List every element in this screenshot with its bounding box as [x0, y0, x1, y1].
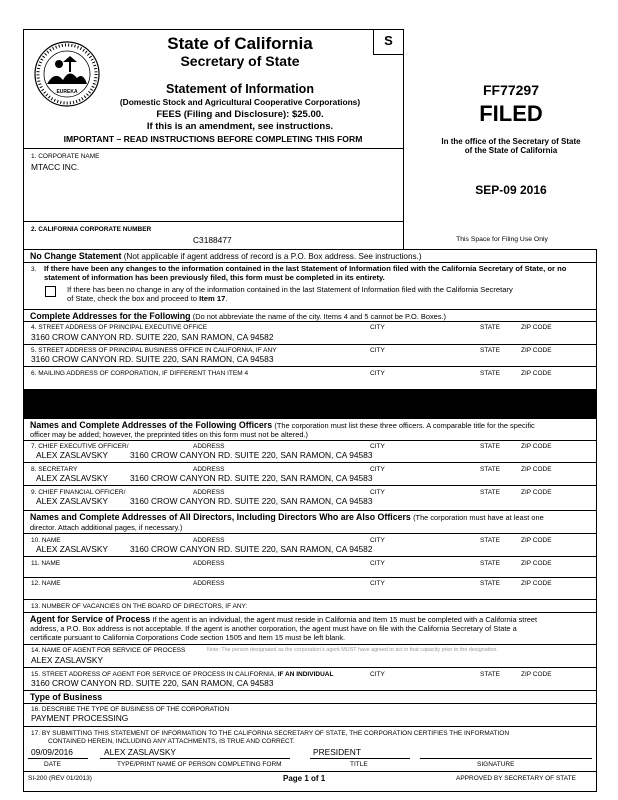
director-11-label: 11. NAME	[31, 560, 61, 567]
directors-note: director. Attach additional pages, if necessary.)	[30, 523, 183, 532]
item5-value: 3160 CROW CANYON RD. SUITE 220, SAN RAMON, CA 94583	[31, 354, 274, 364]
certification-text-2: CONTAINED HEREIN, INCLUDING ANY ATTACHMENTS, IS TRUE AND CORRECT.	[48, 738, 295, 745]
item5-city-label: CITY	[370, 347, 385, 354]
director-10-zip-label: ZIP CODE	[521, 537, 552, 544]
item14-label: 14. NAME OF AGENT FOR SERVICE OF PROCESS	[31, 647, 186, 654]
director-12-city-label: CITY	[370, 580, 385, 587]
item4-value: 3160 CROW CANYON RD. SUITE 220, SAN RAMON, CA 94582	[31, 332, 274, 342]
officer-cfo-address: 3160 CROW CANYON RD. SUITE 220, SAN RAMON, CA 94583	[130, 496, 373, 506]
director-10-city-label: CITY	[370, 537, 385, 544]
filing-space-note: This Space for Filing Use Only	[456, 236, 548, 243]
secretary-title: Secretary of State	[180, 53, 300, 69]
state-title: State of California	[167, 34, 313, 53]
officer-cfo-address-label: ADDRESS	[193, 489, 225, 496]
signer-title: PRESIDENT	[313, 747, 361, 757]
director-11-state-label: STATE	[480, 560, 500, 567]
officer-ceo-address: 3160 CROW CANYON RD. SUITE 220, SAN RAMON, CA 94583	[130, 450, 373, 460]
item4-city-label: CITY	[370, 324, 385, 331]
director-10-label: 10. NAME	[31, 537, 61, 544]
title-label: TITLE	[350, 761, 368, 768]
important-text: IMPORTANT – READ INSTRUCTIONS BEFORE COMPLETING THIS FORM	[63, 134, 363, 144]
no-change-heading: No Change Statement (Not applicable if agent address of record is a P.O. Box address. See instructions.)	[30, 251, 422, 261]
director-12-zip-label: ZIP CODE	[521, 580, 552, 587]
officer-secretary-name: ALEX ZASLAVSKY	[36, 473, 108, 483]
form-title: Statement of Information	[166, 82, 314, 96]
officer-secretary-city-label: CITY	[370, 466, 385, 473]
form-id: SI-200 (REV 01/2013)	[28, 775, 92, 782]
item14-note: Note: The person designated as the corporation's agent MUST have agreed to act in that capacity prior to the designation.	[207, 647, 498, 653]
vacancies-label: 13. NUMBER OF VACANCIES ON THE BOARD OF DIRECTORS, IF ANY:	[31, 603, 248, 610]
seal-motto: EUREKA	[56, 89, 78, 95]
officer-ceo-address-label: ADDRESS	[193, 443, 225, 450]
officer-secretary-address: 3160 CROW CANYON RD. SUITE 220, SAN RAMON, CA 94583	[130, 473, 373, 483]
director-11-address-label: ADDRESS	[193, 560, 225, 567]
agent-note-3: certificate pursuant to California Corporations Code section 1505 and Item 15 must be left blank.	[30, 633, 346, 642]
item4-label: 4. STREET ADDRESS OF PRINCIPAL EXECUTIVE OFFICE	[31, 324, 208, 331]
approved-text: APPROVED BY SECRETARY OF STATE	[456, 775, 576, 782]
officer-cfo-name: ALEX ZASLAVSKY	[36, 496, 108, 506]
signer-name: ALEX ZASLAVSKY	[104, 747, 176, 757]
fees-text: FEES (Filing and Disclosure): $25.00.	[156, 109, 324, 120]
item5-label: 5. STREET ADDRESS OF PRINCIPAL BUSINESS OFFICE IN CALIFORNIA, IF ANY	[31, 347, 277, 354]
addresses-heading: Complete Addresses for the Following (Do not abbreviate the name of the city. Items 4 and 5 cannot be P.O. Boxes.)	[30, 311, 446, 321]
item15-label: 15. STREET ADDRESS OF AGENT FOR SERVICE OF PROCESS IN CALIFORNIA, IF AN INDIVIDUAL	[31, 671, 334, 678]
item15-city-label: CITY	[370, 671, 385, 678]
item16-label: 16. DESCRIBE THE TYPE OF BUSINESS OF THE CORPORATION	[31, 706, 230, 713]
print-name-label: TYPE/PRINT NAME OF PERSON COMPLETING FORM	[117, 761, 282, 768]
officers-heading: Names and Complete Addresses of the Following Officers (The corporation must list these three officers. A comparable title for the specific	[30, 420, 535, 430]
director-12-label: 12. NAME	[31, 580, 61, 587]
no-change-checkbox-text-1: If there has been no change in any of the information contained in the last Statement of Information filed with the California Secretary	[67, 285, 513, 294]
filing-date: SEP-09 2016	[475, 183, 547, 197]
officers-note: officer may be added; however, the preprinted titles on this form must not be altered.)	[30, 430, 308, 439]
filing-office-line2: of the State of California	[464, 146, 558, 155]
page-number: Page 1 of 1	[283, 774, 326, 783]
director-11-city-label: CITY	[370, 560, 385, 567]
director-12-state-label: STATE	[480, 580, 500, 587]
agent-note-2: address, a P.O. Box address is not acceptable. If the agent is another corporation, the agent must have on file with the California Secretary of State a	[30, 624, 517, 633]
agent-heading: Agent for Service of Process If the agent is an individual, the agent must reside in California and Item 15 must be completed with a California street	[30, 614, 538, 624]
corporate-name-value: MTACC INC.	[31, 162, 80, 172]
filing-office-line1: In the office of the Secretary of State	[441, 137, 581, 146]
signer-date: 09/09/2016	[31, 747, 73, 757]
item4-state-label: STATE	[480, 324, 500, 331]
officer-cfo-zip-label: ZIP CODE	[521, 489, 552, 496]
form-subtitle: (Domestic Stock and Agricultural Cooperative Corporations)	[119, 97, 361, 107]
corporate-number-value: C3188477	[193, 235, 232, 245]
item16-value: PAYMENT PROCESSING	[31, 713, 129, 723]
director-10-address: 3160 CROW CANYON RD. SUITE 220, SAN RAMON, CA 94582	[130, 544, 373, 554]
officer-ceo-label: 7. CHIEF EXECUTIVE OFFICER/	[31, 443, 129, 450]
officer-ceo-name: ALEX ZASLAVSKY	[36, 450, 108, 460]
item6-state-label: STATE	[480, 370, 500, 377]
form-letter: S	[384, 33, 393, 48]
director-10-address-label: ADDRESS	[193, 537, 225, 544]
officer-cfo-label: 9. CHIEF FINANCIAL OFFICER/	[31, 489, 126, 496]
director-11-zip-label: ZIP CODE	[521, 560, 552, 567]
director-10-state-label: STATE	[480, 537, 500, 544]
director-12-address-label: ADDRESS	[193, 580, 225, 587]
item5-state-label: STATE	[480, 347, 500, 354]
item6-city-label: CITY	[370, 370, 385, 377]
signature-label: SIGNATURE	[477, 761, 515, 768]
item6-zip-label: ZIP CODE	[521, 370, 552, 377]
officer-secretary-zip-label: ZIP CODE	[521, 466, 552, 473]
business-heading: Type of Business	[30, 692, 103, 702]
filing-number: FF77297	[482, 82, 540, 98]
form-letter-box	[373, 30, 403, 55]
item6-label: 6. MAILING ADDRESS OF CORPORATION, IF DIFFERENT THAN ITEM 4	[31, 370, 249, 377]
officer-secretary-state-label: STATE	[480, 466, 500, 473]
item3-number: 3.	[31, 266, 37, 273]
item5-zip-label: ZIP CODE	[521, 347, 552, 354]
officer-secretary-label: 8. SECRETARY	[31, 466, 78, 473]
item14-value: ALEX ZASLAVSKY	[31, 655, 103, 665]
corporate-number-label: 2. CALIFORNIA CORPORATE NUMBER	[31, 226, 152, 233]
amendment-text: If this is an amendment, see instructions.	[146, 121, 334, 132]
filed-stamp: FILED	[479, 101, 543, 126]
no-change-checkbox-text-2: of State, check the box and proceed to Item 17.	[67, 294, 228, 303]
directors-heading: Names and Complete Addresses of All Directors, Including Directors Who are Also Officers (The corporation must have at least one	[30, 512, 544, 522]
item15-zip-label: ZIP CODE	[521, 671, 552, 678]
officer-ceo-zip-label: ZIP CODE	[521, 443, 552, 450]
item4-zip-label: ZIP CODE	[521, 324, 552, 331]
officer-secretary-address-label: ADDRESS	[193, 466, 225, 473]
item15-value: 3160 CROW CANYON RD. SUITE 220, SAN RAMON, CA 94583	[31, 678, 274, 688]
director-10-name: ALEX ZASLAVSKY	[36, 544, 108, 554]
officer-cfo-state-label: STATE	[480, 489, 500, 496]
officer-cfo-city-label: CITY	[370, 489, 385, 496]
officer-ceo-city-label: CITY	[370, 443, 385, 450]
no-change-instruction: If there have been any changes to the information contained in the last Statement of Information filed with the California Secretary of State, or no statement of information has been previously filed, this form must be completed in its entirety.	[44, 264, 567, 282]
certification-text-1: 17. BY SUBMITTING THIS STATEMENT OF INFORMATION TO THE CALIFORNIA SECRETARY OF STATE, THE CORPORATION CERTIFIES THE INFORMATION	[31, 730, 510, 737]
date-label: DATE	[44, 761, 61, 768]
no-change-checkbox[interactable]	[45, 286, 56, 297]
redaction-bar	[24, 389, 596, 419]
item15-state-label: STATE	[480, 671, 500, 678]
corporate-name-label: 1. CORPORATE NAME	[31, 153, 100, 160]
officer-ceo-state-label: STATE	[480, 443, 500, 450]
